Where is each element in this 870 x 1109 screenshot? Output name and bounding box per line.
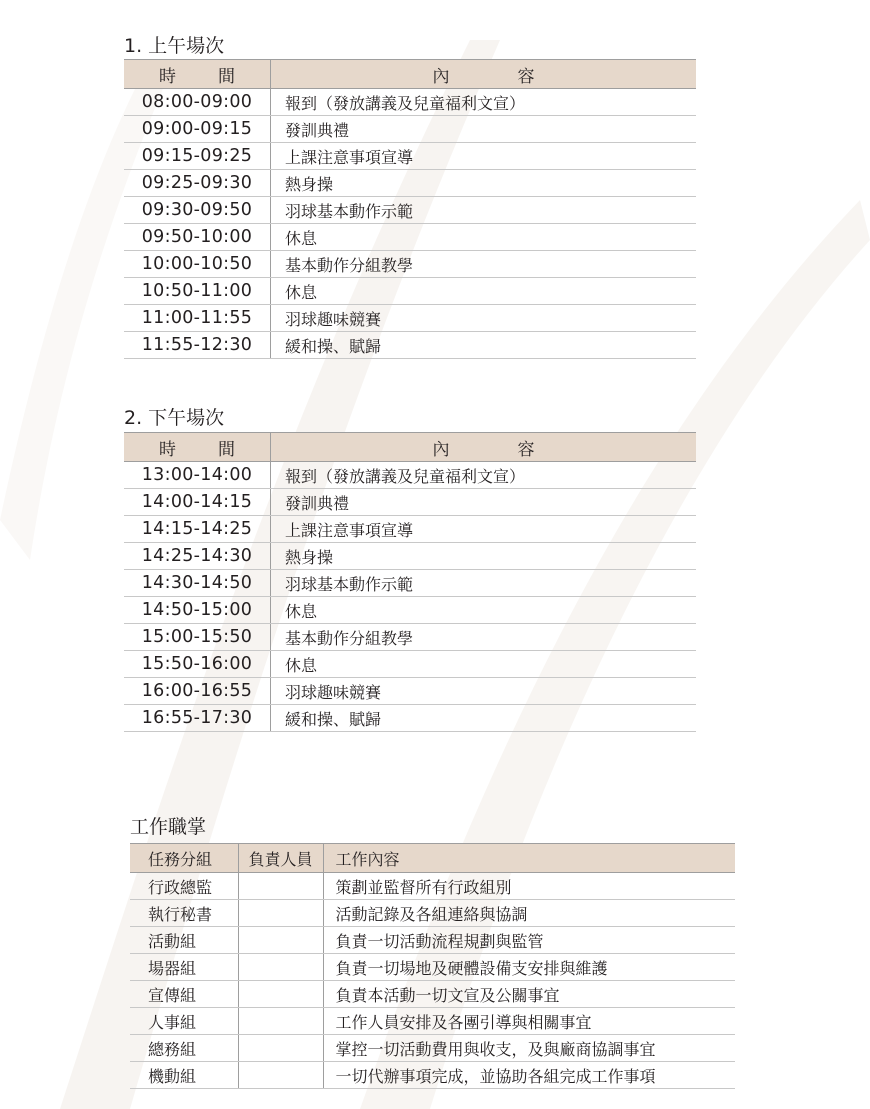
table-header-row (130, 844, 735, 873)
table-row (124, 678, 696, 705)
header-char: 時 (159, 439, 176, 460)
content-column-header: 工作內容 (323, 844, 735, 873)
table-row (124, 516, 696, 543)
duty-content-cell: 負責一切活動流程規劃與監管 (323, 927, 735, 954)
content-column-header (271, 433, 697, 462)
duty-content-cell: 掌控一切活動費用與收支，及與廠商協調事宜 (323, 1035, 735, 1062)
header-char: 時 (159, 66, 176, 87)
person-cell (238, 900, 323, 927)
time-cell: 13:00-14:00 (124, 462, 271, 489)
time-cell: 09:50-10:00 (124, 224, 271, 251)
table-row (124, 651, 696, 678)
table-row (124, 489, 696, 516)
content-cell: 休息 (271, 224, 697, 251)
duty-content-cell: 負責本活動一切文宣及公關事宜 (323, 981, 735, 1008)
person-cell (238, 1035, 323, 1062)
morning-schedule-table (124, 59, 696, 359)
group-cell: 行政總監 (130, 873, 238, 900)
table-row (130, 927, 735, 954)
content-cell: 基本動作分組教學 (271, 624, 697, 651)
group-cell: 總務組 (130, 1035, 238, 1062)
content-cell: 熱身操 (271, 170, 697, 197)
content-cell: 上課注意事項宣導 (271, 516, 697, 543)
table-row (130, 873, 735, 900)
content-cell: 羽球基本動作示範 (271, 570, 697, 597)
time-cell: 09:00-09:15 (124, 116, 271, 143)
duty-content-cell: 負責一切場地及硬體設備支安排與維護 (323, 954, 735, 981)
group-cell: 機動組 (130, 1062, 238, 1089)
table-row (130, 1008, 735, 1035)
group-cell: 活動組 (130, 927, 238, 954)
content-cell: 休息 (271, 278, 697, 305)
table-row (124, 305, 696, 332)
header-char: 容 (517, 439, 535, 460)
header-char: 間 (218, 66, 235, 87)
content-column-header (271, 60, 697, 89)
header-char: 間 (218, 439, 235, 460)
time-cell: 08:00-09:00 (124, 89, 271, 116)
person-cell (238, 1062, 323, 1089)
table-row (124, 597, 696, 624)
time-cell: 14:00-14:15 (124, 489, 271, 516)
content-cell: 發訓典禮 (271, 489, 697, 516)
time-cell: 14:25-14:30 (124, 543, 271, 570)
morning-section-title: 1. 上午場次 (124, 35, 225, 57)
duty-content-cell: 工作人員安排及各團引導與相關事宜 (323, 1008, 735, 1035)
person-cell (238, 954, 323, 981)
table-row (130, 1062, 735, 1089)
header-char: 容 (517, 66, 535, 87)
time-cell: 14:15-14:25 (124, 516, 271, 543)
person-cell (238, 927, 323, 954)
person-cell (238, 873, 323, 900)
time-column-header (124, 60, 271, 89)
time-cell: 10:50-11:00 (124, 278, 271, 305)
content-cell: 羽球趣味競賽 (271, 678, 697, 705)
time-cell: 09:15-09:25 (124, 143, 271, 170)
table-row (124, 570, 696, 597)
header-char: 內 (432, 439, 450, 460)
table-header-row (124, 433, 696, 462)
table-row (124, 170, 696, 197)
table-row (124, 116, 696, 143)
duties-section-title: 工作職掌 (130, 816, 207, 838)
group-cell: 場器組 (130, 954, 238, 981)
header-char: 內 (432, 66, 450, 87)
time-cell: 15:50-16:00 (124, 651, 271, 678)
time-column-header (124, 433, 271, 462)
time-cell: 14:30-14:50 (124, 570, 271, 597)
table-row (130, 954, 735, 981)
content-cell: 休息 (271, 597, 697, 624)
duties-table (130, 843, 735, 1089)
content-cell: 羽球趣味競賽 (271, 305, 697, 332)
duty-content-cell: 一切代辦事項完成，並協助各組完成工作事項 (323, 1062, 735, 1089)
table-row (124, 224, 696, 251)
group-cell: 執行秘書 (130, 900, 238, 927)
time-cell: 15:00-15:50 (124, 624, 271, 651)
duty-content-cell: 活動記錄及各組連絡與協調 (323, 900, 735, 927)
time-cell: 09:30-09:50 (124, 197, 271, 224)
table-row (124, 197, 696, 224)
table-row (130, 1035, 735, 1062)
time-cell: 16:55-17:30 (124, 705, 271, 732)
table-header-row (124, 60, 696, 89)
content-cell: 上課注意事項宣導 (271, 143, 697, 170)
table-row (124, 624, 696, 651)
table-row (124, 143, 696, 170)
table-row (124, 705, 696, 732)
person-cell (238, 1008, 323, 1035)
afternoon-section-title: 2. 下午場次 (124, 407, 225, 429)
time-cell: 09:25-09:30 (124, 170, 271, 197)
table-row (130, 900, 735, 927)
table-row (124, 332, 696, 359)
time-cell: 16:00-16:55 (124, 678, 271, 705)
table-row (130, 981, 735, 1008)
content-cell: 緩和操、賦歸 (271, 705, 697, 732)
group-cell: 人事組 (130, 1008, 238, 1035)
table-row (124, 462, 696, 489)
table-row (124, 251, 696, 278)
content-cell: 休息 (271, 651, 697, 678)
group-cell: 宣傳組 (130, 981, 238, 1008)
table-row (124, 278, 696, 305)
content-cell: 緩和操、賦歸 (271, 332, 697, 359)
time-cell: 14:50-15:00 (124, 597, 271, 624)
content-cell: 羽球基本動作示範 (271, 197, 697, 224)
content-cell: 報到（發放講義及兒童福利文宣） (271, 462, 697, 489)
table-row (124, 89, 696, 116)
content-cell: 熱身操 (271, 543, 697, 570)
table-row (124, 543, 696, 570)
person-cell (238, 981, 323, 1008)
person-column-header: 負責人員 (238, 844, 323, 873)
group-column-header: 任務分組 (130, 844, 238, 873)
time-cell: 10:00-10:50 (124, 251, 271, 278)
time-cell: 11:00-11:55 (124, 305, 271, 332)
afternoon-schedule-table (124, 432, 696, 732)
duty-content-cell: 策劃並監督所有行政組別 (323, 873, 735, 900)
content-cell: 報到（發放講義及兒童福利文宣） (271, 89, 697, 116)
time-cell: 11:55-12:30 (124, 332, 271, 359)
content-cell: 發訓典禮 (271, 116, 697, 143)
content-cell: 基本動作分組教學 (271, 251, 697, 278)
